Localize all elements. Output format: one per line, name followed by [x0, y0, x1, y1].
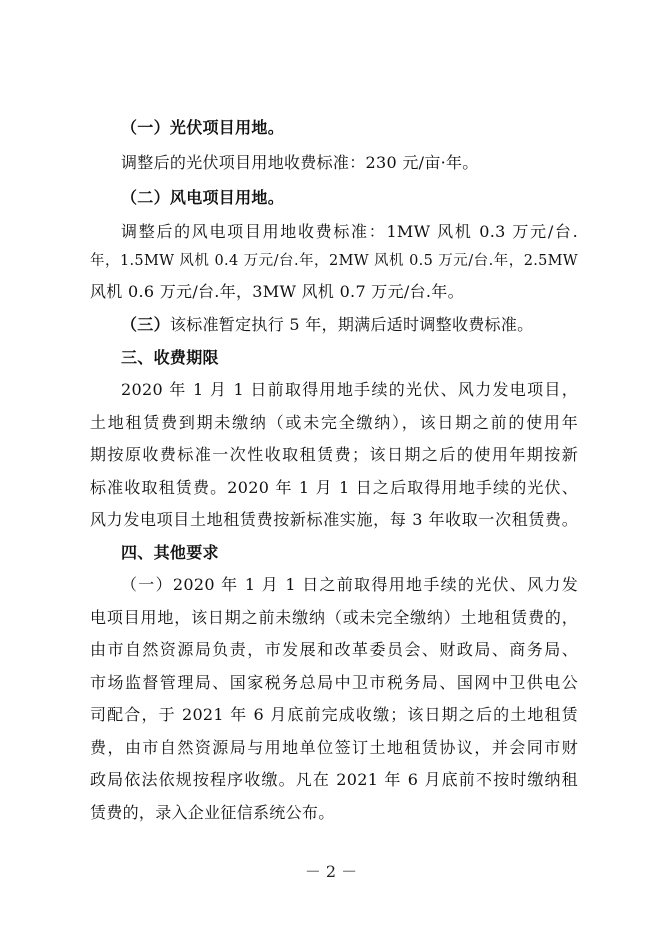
fee-term-label: （三） [121, 315, 170, 334]
other-req-line-4: 市场监督管理局、国家税务总局中卫市税务局、国网中卫供电公 [90, 673, 578, 692]
other-req-line-3: 由市自然资源局负责，市发展和改革委员会、财政局、商务局、 [90, 640, 578, 659]
other-req-line-7: 政局依法依规按程序收缴。凡在 2021 年 6 月底前不按时缴纳租 [90, 770, 578, 789]
heading-fee-period: 三、收费期限 [121, 348, 219, 367]
fee-period-line-2: 土地租赁费到期未缴纳（或未完全缴纳），该日期之前的使用年 [90, 413, 578, 432]
fee-term-paragraph [121, 315, 578, 335]
heading-other-requirements: 四、其他要求 [121, 543, 219, 562]
other-req-line-6: 费，由市自然资源局与用地单位签订土地租赁协议，并会同市财 [90, 738, 578, 757]
fee-period-line-1: 2020 年 1 月 1 日前取得用地手续的光伏、风力发电项目， [121, 380, 578, 399]
page-number: － 2 － [304, 862, 358, 881]
other-req-line-5: 司配合，于 2021 年 6 月底前完成收缴；该日期之后的土地租赁 [90, 705, 578, 724]
wind-fee-line-1: 调整后的风电项目用地收费标准：1MW 风机 0.3 万元/台. [121, 222, 578, 241]
other-req-line-2: 电项目用地，该日期之前未缴纳（或未完全缴纳）土地租赁费的， [90, 608, 578, 627]
heading-pv-land: （一）光伏项目用地。 [121, 118, 285, 137]
fee-term-text: 该标准暂定执行 5 年，期满后适时调整收费标准。 [169, 315, 534, 334]
heading-wind-land: （二）风电项目用地。 [121, 188, 285, 207]
fee-period-line-3: 期按原收费标准一次性收取租赁费；该日期之后的使用年期按新 [90, 445, 578, 464]
pv-fee-standard: 调整后的光伏项目用地收费标准：230 元/亩·年。 [121, 153, 479, 172]
wind-fee-line-2: 年，1.5MW 风机 0.4 万元/台.年，2MW 风机 0.5 万元/台.年，2.5MW [90, 253, 578, 269]
wind-fee-line-3: 风机 0.6 万元/台.年，3MW 风机 0.7 万元/台.年。 [90, 282, 464, 301]
fee-period-line-4: 标准收取租赁费。2020 年 1 月 1 日之后取得用地手续的光伏、 [90, 478, 578, 497]
other-req-line-8: 赁费的，录入企业征信系统公布。 [90, 803, 335, 822]
fee-period-line-5: 风力发电项目土地租赁费按新标准实施，每 3 年收取一次租赁费。 [90, 510, 578, 529]
other-req-line-1: （一）2020 年 1 月 1 日之前取得用地手续的光伏、风力发 [121, 575, 578, 594]
